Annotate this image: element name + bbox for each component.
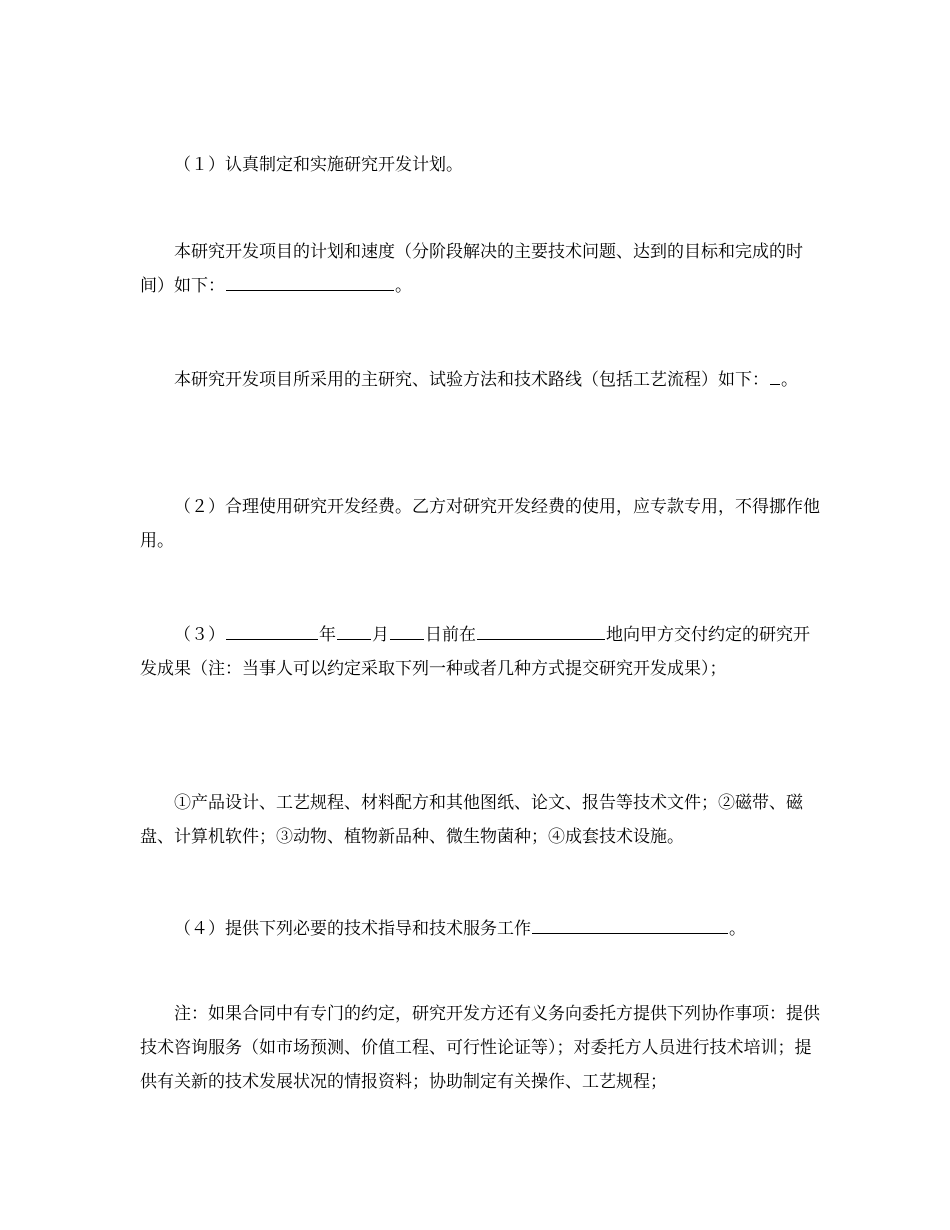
paragraph-note: 注：如果合同中有专门的约定，研究开发方还有义务向委托方提供下列协作事项：提供技术咨询服务（如市场预测、价值工程、可行性论证等）；对委托方人员进行技术培训；提供有关新的技术发展状况的情报资料；协助制定有关操作、工艺规程； [140, 1004, 820, 1092]
method-end: 。 [781, 370, 798, 390]
delivery-year-label: 年 [319, 625, 336, 645]
delivery-prefix: （３） [174, 625, 225, 645]
delivery-month-blank [337, 621, 371, 640]
technical-service-blank [532, 915, 728, 934]
paragraph-technical-service [140, 912, 820, 946]
paragraph-method [140, 363, 820, 397]
technical-service-end: 。 [729, 919, 746, 939]
delivery-month-label: 月 [372, 625, 389, 645]
paragraph-deliverable-forms: ①产品设计、工艺规程、材料配方和其他图纸、论文、报告等技术文件；②磁带、磁盘、计算机软件；③动物、植物新品种、微生物菌种；④成套技术设施。 [140, 793, 803, 847]
plan-schedule-end: 。 [395, 276, 412, 296]
plan-schedule-text: 本研究开发项目的计划和速度（分阶段解决的主要技术问题、达到的目标和完成的时间）如下： [140, 242, 803, 296]
delivery-year-blank [226, 621, 318, 640]
plan-schedule-blank [226, 272, 394, 291]
delivery-place-blank [477, 621, 605, 640]
delivery-text: 地向甲方交付约定的研究开发成果（注：当事人可以约定采取下列一种或者几种方式提交研究开发成果）； [140, 625, 810, 679]
technical-service-text: （４）提供下列必要的技术指导和技术服务工作 [174, 919, 531, 939]
delivery-day-blank [390, 621, 424, 640]
delivery-day-label: 日前在 [425, 625, 476, 645]
paragraph-delivery [140, 618, 820, 686]
paragraph-plan-heading: （１）认真制定和实施研究开发计划。 [174, 155, 463, 175]
method-blank [770, 366, 780, 385]
method-text: 本研究开发项目所采用的主研究、试验方法和技术路线（包括工艺流程）如下： [174, 370, 769, 390]
paragraph-plan-schedule [140, 235, 820, 303]
paragraph-funding: （２）合理使用研究开发经费。乙方对研究开发经费的使用，应专款专用，不得挪作他用。 [140, 497, 820, 551]
